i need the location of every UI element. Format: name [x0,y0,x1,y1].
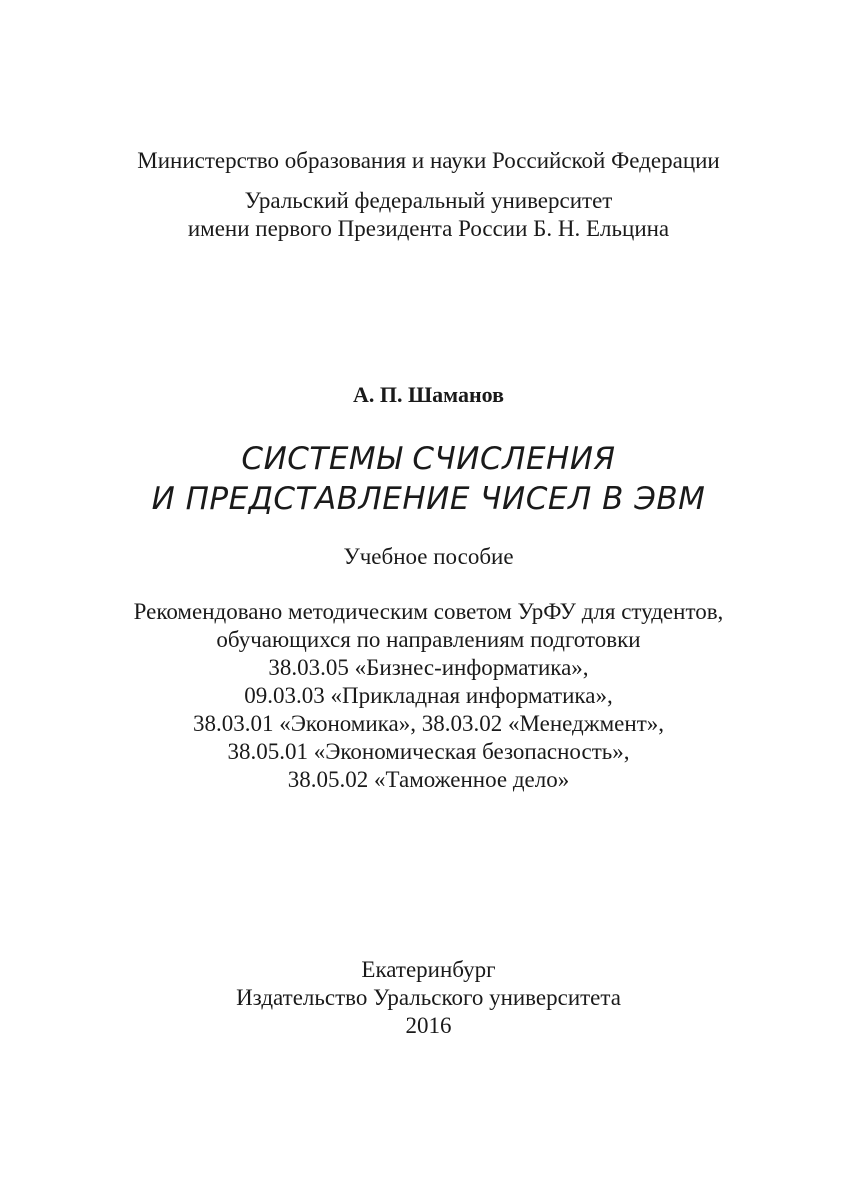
university-name-line-1: Уральский федеральный университет [244,188,613,213]
recommendation-line: 38.03.01 «Экономика», 38.03.02 «Менеджмент», [193,711,664,736]
recommendation-line: 38.03.05 «Бизнес-информатика», [268,655,589,680]
university-name-line-2: имени первого Президента России Б. Н. Ельцина [187,216,670,241]
recommendation-line: 38.05.01 «Экономическая безопасность», [227,739,630,764]
recommendation-line: 09.03.03 «Прикладная информатика», [244,683,613,708]
book-title-line-1: СИСТЕМЫ СЧИСЛЕНИЯ [241,441,616,477]
book-title-line-2: И ПРЕДСТАВЛЕНИЕ ЧИСЕЛ В ЭВМ [151,481,706,517]
recommendation-line: 38.05.02 «Таможенное дело» [287,767,570,792]
recommendation-line: Рекомендовано методическим советом УрФУ для студентов, [133,599,724,624]
imprint-city: Екатеринбург [361,957,496,982]
ministry-line: Министерство образования и науки Российской Федерации [137,148,720,173]
imprint-year: 2016 [405,1013,452,1038]
recommendation-line: обучающихся по направлениям подготовки [216,627,641,652]
imprint-publisher: Издательство Уральского университета [236,985,621,1010]
author-name: А. П. Шаманов [352,382,504,407]
book-type: Учебное пособие [343,544,514,569]
